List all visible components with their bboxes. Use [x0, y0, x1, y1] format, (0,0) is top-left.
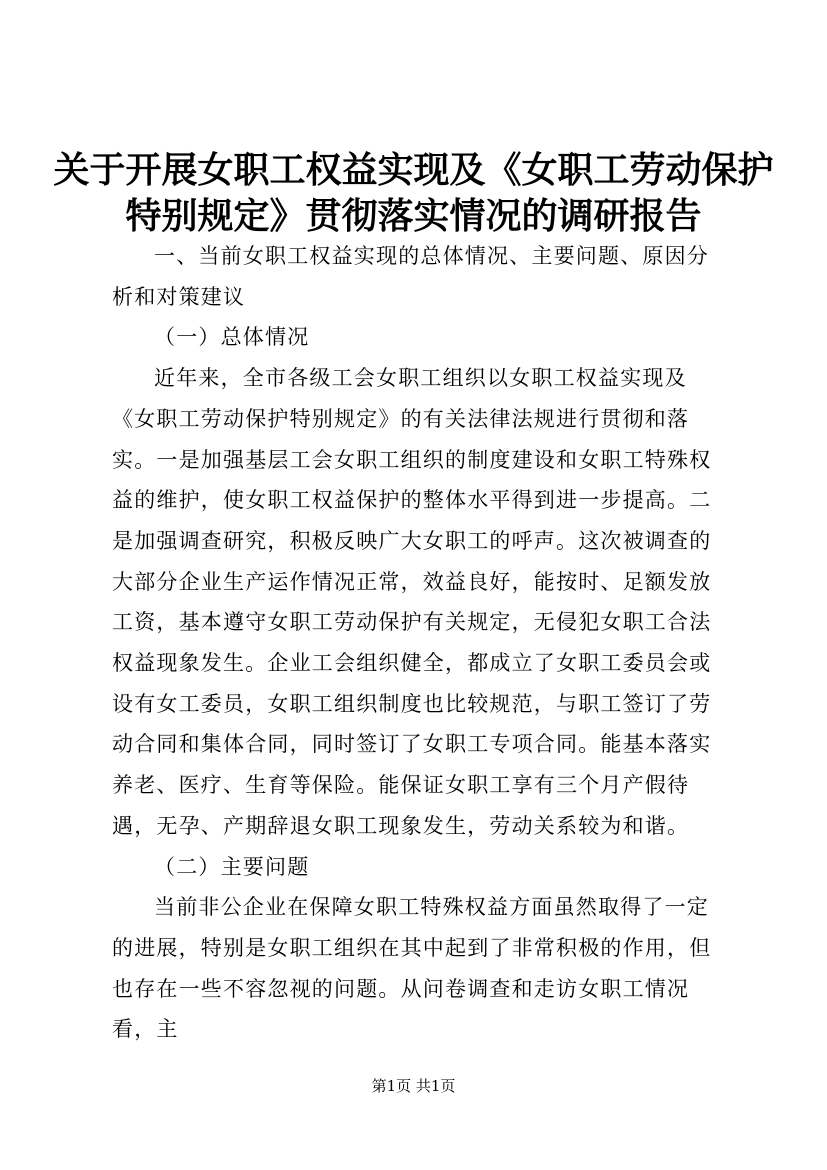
section-heading: 一、当前女职工权益实现的总体情况、主要问题、原因分析和对策建议 — [112, 244, 709, 309]
document-title-line-2: 特别规定》贯彻落实情况的调研报告 — [125, 195, 702, 237]
paragraph-overview: 近年来，全市各级工会女职工组织以女职工权益实现及《女职工劳动保护特别规定》的有关法律法规进行贯彻和落实。一是加强基层工会女职工组织的制度建设和女职工特殊权益的维护，使女职工权益保护的整体水平得到进一步提高。二是加强调查研究，积极反映广大女职工的呼声。这次被调查的大部分企业生产运作情况正常，效益良好，能按时、足额发放工资，基本遵守女职工劳动保护有关规定，无侵犯女职工合法权益现象发生。企业工会组织健全，都成立了女职工委员会或设有女工委员，女职工组织制度也比较规范，与职工签订了劳动合同和集体合同，同时签订了女职工专项合同。能基本落实养老、医疗、生育等保险。能保证女职工享有三个月产假待遇，无孕、产期辞退女职工现象发生，劳动关系较为和谐。 — [112, 366, 712, 838]
page-footer: 第1页 共1页 — [371, 1077, 456, 1095]
paragraph-problems: 当前非公企业在保障女职工特殊权益方面虽然取得了一定的进展，特别是女职工组织在其中起到了非常积极的作用，但也存在一些不容忽视的问题。从问卷调查和走访女职工情况看，主 — [112, 895, 712, 1042]
document-title-line-1: 关于开展女职工权益实现及《女职工劳动保护 — [53, 149, 774, 191]
subsection-heading-problems: （二）主要问题 — [154, 854, 310, 879]
document-body — [112, 236, 722, 1050]
subsection-heading-overview: （一）总体情况 — [154, 325, 310, 350]
